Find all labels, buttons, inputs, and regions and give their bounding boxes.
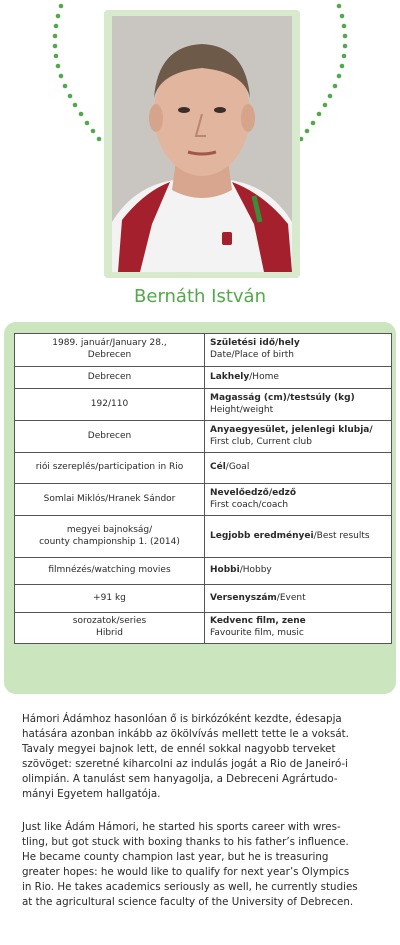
paragraph-line: at the agricultural science faculty of the University of Debrecen. [22, 896, 354, 908]
row-label [205, 421, 392, 453]
row-label [205, 484, 392, 516]
row-value-line: 1989. január/January 28., [52, 338, 167, 349]
table-row [15, 334, 392, 367]
row-value-line: riói szereplés/participation in Rio [35, 462, 184, 473]
row-value [15, 484, 205, 516]
row-value-line: sorozatok/series [72, 616, 147, 627]
row-value [15, 516, 205, 558]
row-value [15, 453, 205, 484]
row-label-english: Height/weight [210, 404, 274, 415]
row-label-hungarian: Nevelőedző/edző [210, 487, 297, 498]
paragraph-line: greater hopes: he would like to qualify for next year’s Olympics [22, 866, 350, 878]
paragraph-line: Hámori Ádámhoz hasonlóan ő is birkózóként kezdte, édesapja [22, 713, 342, 725]
row-label [205, 613, 392, 644]
paragraph-line: He became county champion last year, but he is treasuring [22, 851, 329, 863]
row-value-line: Debrecen [87, 350, 132, 360]
row-value-line: Debrecen [87, 430, 132, 441]
paragraph-line: szövöget: szeretné kiharcolni az indulás jogát a Rio de Janeirό-i [22, 758, 348, 770]
paragraph-hungarian [22, 712, 378, 802]
row-label-english: /Hobby [239, 565, 272, 576]
row-label-english: Date/Place of birth [210, 350, 295, 360]
table-row [15, 453, 392, 484]
row-value [15, 334, 205, 367]
row-label-hungarian: Magasság (cm)/testsúly (kg) [210, 392, 355, 403]
row-label-english: Favourite film, music [210, 628, 304, 638]
row-value-line: Debrecen [87, 371, 132, 382]
row-label-english: /Home [249, 371, 279, 382]
row-label [205, 516, 392, 558]
row-label-hungarian: Lakhely [210, 371, 250, 382]
row-label [205, 453, 392, 484]
row-label-english: /Event [276, 592, 306, 603]
row-value-line: Hibrid [96, 628, 123, 638]
table-row [15, 613, 392, 644]
table-row [15, 516, 392, 558]
info-table [14, 333, 392, 644]
row-label-hungarian: Cél [210, 462, 226, 473]
row-value [15, 613, 205, 644]
row-label [205, 558, 392, 585]
row-value [15, 558, 205, 585]
table-row [15, 389, 392, 421]
paragraph-line: hatására azonban inkább az ökölvívás mellett tette le a voksát. [22, 728, 349, 740]
paragraph-line: olimpián. A tanulást sem hanyagolja, a Debreceni Agrártudo- [22, 773, 338, 785]
row-label-hungarian: Kedvenc film, zene [210, 616, 306, 627]
row-value-line: filmnézés/watching movies [48, 565, 171, 576]
paragraph-line: Tavaly megyei bajnok lett, de ennél sokkal nagyobb terveket [22, 743, 336, 755]
table-row [15, 421, 392, 453]
row-value-line: 192/110 [90, 398, 129, 409]
paragraph-english [22, 820, 378, 910]
table-row [15, 585, 392, 613]
row-value [15, 585, 205, 613]
table-row [15, 367, 392, 389]
row-value-line: Somlai Miklós/Hranek Sándor [43, 493, 176, 504]
paragraph-line: mányi Egyetem hallgatója. [22, 788, 161, 800]
row-value [15, 389, 205, 421]
row-label-hungarian: Hobbi [210, 565, 240, 576]
row-label-hungarian: Legjobb eredményei [210, 530, 314, 541]
row-value [15, 421, 205, 453]
athlete-name: Bernáth István [134, 286, 266, 307]
athlete-photo [104, 10, 300, 278]
table-row [15, 484, 392, 516]
row-value-line: county championship 1. (2014) [39, 536, 180, 547]
row-label [205, 585, 392, 613]
paragraph-line: Just like Ádám Hámori, he started his sports career with wres- [22, 821, 341, 833]
paragraph-line: in Rio. He takes academics seriously as well, he currently studies [22, 881, 358, 893]
row-label-hungarian: Születési idő/hely [210, 338, 300, 349]
row-label [205, 367, 392, 389]
table-row [15, 558, 392, 585]
row-label [205, 389, 392, 421]
row-value [15, 367, 205, 389]
row-label-english: First coach/coach [210, 499, 289, 510]
paragraph-line: tling, but got stuck with boxing thanks to his father’s influence. [22, 836, 349, 848]
row-value-line: megyei bajnokság/ [66, 524, 153, 535]
row-label-hungarian: Versenyszám [210, 592, 277, 603]
row-label [205, 334, 392, 367]
row-label-english: /Best results [313, 530, 370, 541]
row-label-english: /Goal [225, 462, 250, 473]
row-label-english: First club, Current club [210, 436, 312, 447]
row-value-line: +91 kg [93, 592, 126, 603]
row-label-hungarian: Anyaegyesület, jelenlegi klubja/ [210, 424, 373, 435]
